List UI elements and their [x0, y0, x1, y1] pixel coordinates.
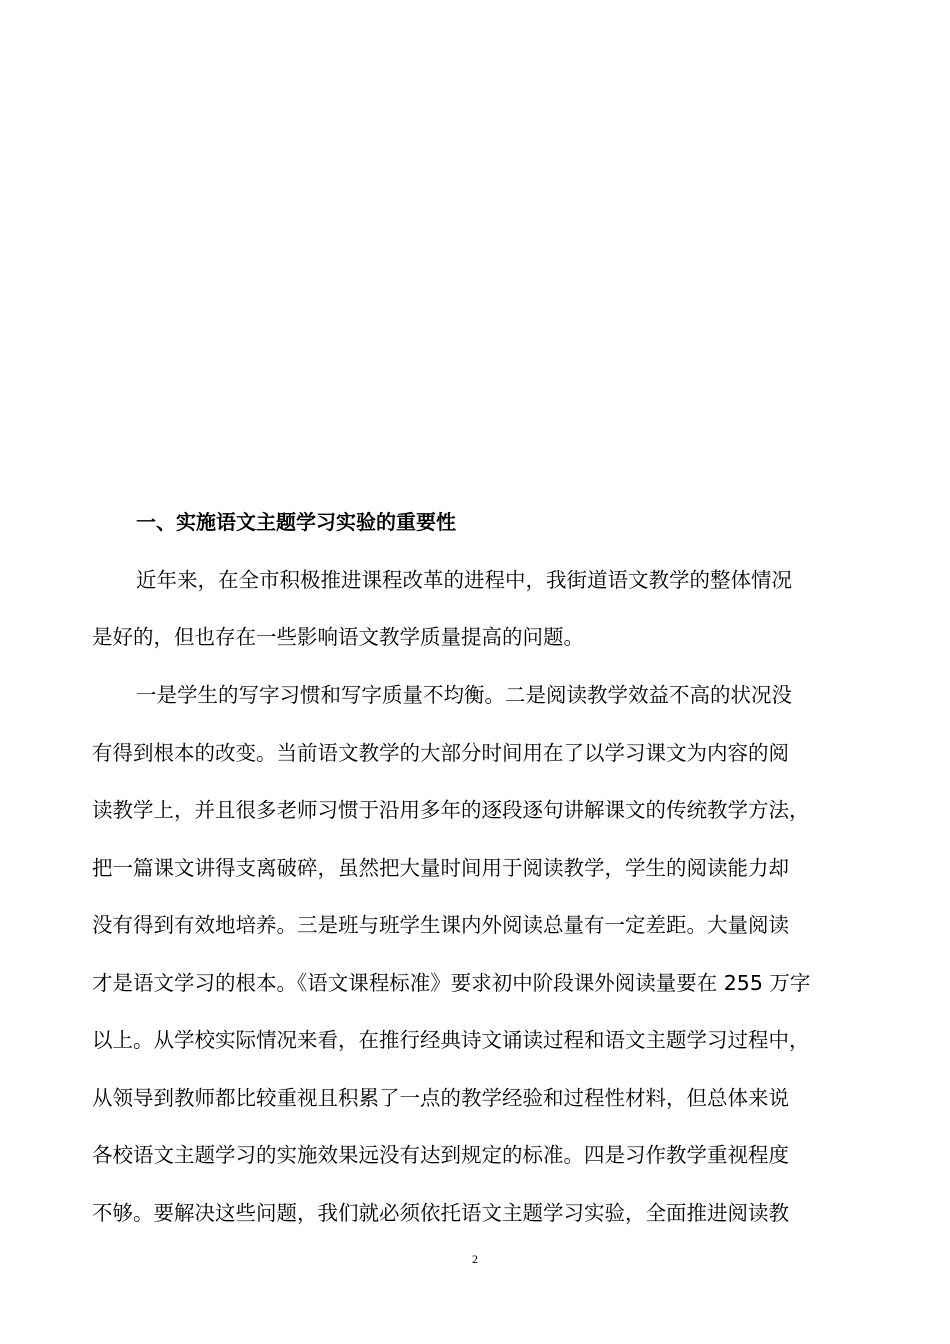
paragraph-2-line-2: 有得到根本的改变。当前语文教学的大部分时间用在了以学习课文为内容的阅 — [92, 741, 789, 765]
page-number: 2 — [472, 1252, 478, 1266]
paragraph-2-line-3: 读教学上，并且很多老师习惯于沿用多年的逐段逐句讲解课文的传统教学方法， — [92, 798, 810, 822]
paragraph-2-line-5: 没有得到有效地培养。三是班与班学生课内外阅读总量有一定差距。大量阅读 — [92, 913, 789, 937]
paragraph-2-line-4: 把一篇课文讲得支离破碎，虽然把大量时间用于阅读教学，学生的阅读能力却 — [92, 856, 789, 880]
paragraph-2-line-9: 各校语文主题学习的实施效果远没有达到规定的标准。四是习作教学重视程度 — [92, 1143, 789, 1167]
paragraph-2-line-1: 一是学生的写字习惯和写字质量不均衡。二是阅读教学效益不高的状况没 — [136, 683, 792, 707]
paragraph-2-line-10: 不够。要解决这些问题，我们就必须依托语文主题学习实验，全面推进阅读教 — [92, 1201, 789, 1225]
paragraph-2-line-8: 从领导到教师都比较重视且积累了一点的教学经验和过程性材料，但总体来说 — [92, 1086, 789, 1110]
paragraph-2-line-6: 才是语文学习的根本。《语文课程标准》要求初中阶段课外阅读量要在 255 万字 — [92, 971, 811, 995]
paragraph-1-line-2: 是好的，但也存在一些影响语文教学质量提高的问题。 — [92, 625, 584, 649]
section-heading: 一、实施语文主题学习实验的重要性 — [136, 510, 456, 534]
paragraph-2-line-7: 以上。从学校实际情况来看，在推行经典诗文诵读过程和语文主题学习过程中， — [92, 1028, 810, 1052]
paragraph-1-line-1: 近年来，在全市积极推进课程改革的进程中，我街道语文教学的整体情况 — [136, 568, 792, 592]
